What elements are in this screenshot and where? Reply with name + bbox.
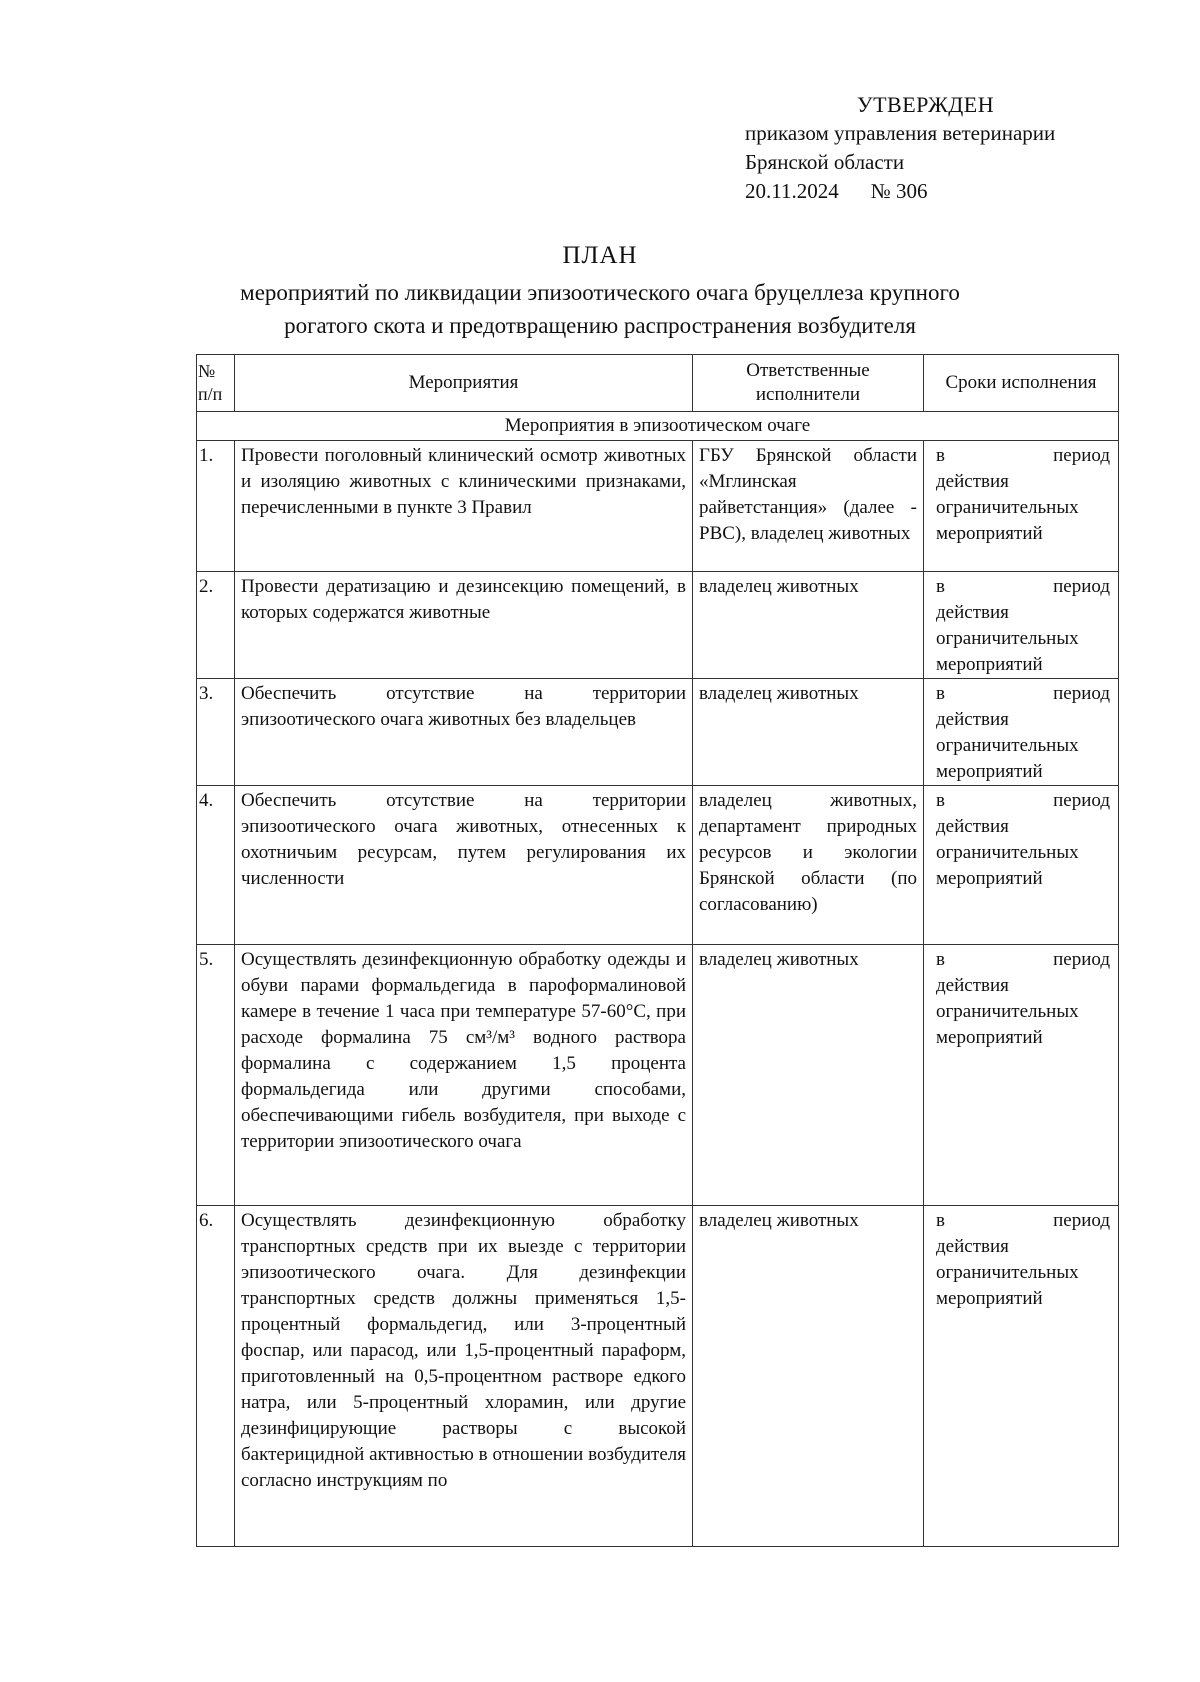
row-responsible: владелец животных	[693, 572, 924, 679]
approval-number: № 306	[870, 179, 928, 203]
term-rest: действия ограничительных мероприятий	[936, 602, 1079, 675]
term-word-in: в	[936, 790, 945, 811]
row-number: 6.	[197, 1206, 235, 1547]
row-activity: Осуществлять дезинфекционную обработку транспортных средств при их выезде с территории эпизоотического очага. Для дезинфекции транспортных средств должны применяться 1,5-процентный формальдегид, или 3-процентный фоспар, или парасод, или 1,5-процентный параформ, приготовленный на 0,5-процентном растворе едкого натра, или 5-процентный хлорамин, или другие дезинфицирующие растворы с высокой бактерицидной активностью в отношении возбудителя согласно инструкциям по	[235, 1206, 693, 1547]
row-term	[924, 945, 1119, 1206]
header-num: № п/п	[197, 355, 235, 412]
term-word-period: период	[1053, 576, 1110, 597]
row-activity: Обеспечить отсутствие на территории эпизоотического очага животных без владельцев	[235, 679, 693, 786]
table-row	[197, 572, 1119, 679]
approval-title: УТВЕРЖДЕН	[857, 92, 995, 117]
approval-stamp	[745, 90, 1055, 206]
header-terms: Сроки исполнения	[924, 355, 1119, 412]
term-word-period: период	[1053, 1210, 1110, 1231]
row-number: 5.	[197, 945, 235, 1206]
term-rest: действия ограничительных мероприятий	[936, 816, 1079, 889]
row-number: 4.	[197, 786, 235, 945]
table-row	[197, 441, 1119, 572]
term-word-period: период	[1053, 445, 1110, 466]
row-term	[924, 786, 1119, 945]
row-responsible: владелец животных	[693, 679, 924, 786]
term-word-in: в	[936, 1210, 945, 1231]
row-activity: Обеспечить отсутствие на территории эпизоотического очага животных, отнесенных к охотничьим ресурсам, путем регулирования их численности	[235, 786, 693, 945]
row-term	[924, 572, 1119, 679]
term-word-period: период	[1053, 790, 1110, 811]
approval-date: 20.11.2024	[745, 179, 839, 203]
approval-line-order: приказом управления ветеринарии	[745, 121, 1056, 145]
table-header-row	[197, 355, 1119, 412]
document-heading	[0, 240, 1200, 342]
row-term	[924, 1206, 1119, 1547]
table-row	[197, 945, 1119, 1206]
term-rest: действия ограничительных мероприятий	[936, 471, 1079, 544]
row-activity: Осуществлять дезинфекционную обработку одежды и обуви парами формальдегида в пароформалиновой камере в течение 1 часа при температуре 57-60°С, при расходе формалина 75 см³/м³ водного раствора формалина с содержанием 1,5 процента формальдегида или другими способами, обеспечивающими гибель возбудителя, при выходе с территории эпизоотического очага	[235, 945, 693, 1206]
header-responsible: Ответственные исполнители	[693, 355, 924, 412]
row-activity: Провести дератизацию и дезинсекцию помещений, в которых содержатся животные	[235, 572, 693, 679]
section-row	[197, 412, 1119, 441]
term-rest: действия ограничительных мероприятий	[936, 975, 1079, 1048]
row-number: 3.	[197, 679, 235, 786]
table-row	[197, 679, 1119, 786]
document-subtitle-line-2: рогатого скота и предотвращению распространения возбудителя	[284, 313, 916, 338]
term-word-in: в	[936, 445, 945, 466]
document-subtitle-line-1: мероприятий по ликвидации эпизоотического очага бруцеллеза крупного	[240, 280, 960, 305]
approval-line-region: Брянской области	[745, 150, 905, 174]
term-word-period: период	[1053, 683, 1110, 704]
row-responsible: владелец животных	[693, 1206, 924, 1547]
term-word-period: период	[1053, 949, 1110, 970]
table-row	[197, 786, 1119, 945]
term-rest: действия ограничительных мероприятий	[936, 709, 1079, 782]
term-word-in: в	[936, 949, 945, 970]
term-rest: действия ограничительных мероприятий	[936, 1236, 1079, 1309]
row-responsible: владелец животных, департамент природных ресурсов и экологии Брянской области (по согласованию)	[693, 786, 924, 945]
row-number: 2.	[197, 572, 235, 679]
row-responsible: владелец животных	[693, 945, 924, 1206]
section-title: Мероприятия в эпизоотическом очаге	[197, 412, 1119, 441]
table-row	[197, 1206, 1119, 1547]
header-activities: Мероприятия	[235, 355, 693, 412]
document-title: ПЛАН	[562, 242, 638, 269]
approval-date-number	[745, 177, 1055, 206]
plan-table	[196, 354, 1119, 1547]
row-term	[924, 679, 1119, 786]
term-word-in: в	[936, 576, 945, 597]
row-number: 1.	[197, 441, 235, 572]
term-word-in: в	[936, 683, 945, 704]
row-responsible: ГБУ Брянской области «Мглинская райветстанция» (далее - РВС), владелец животных	[693, 441, 924, 572]
row-term	[924, 441, 1119, 572]
row-activity: Провести поголовный клинический осмотр животных и изоляцию животных с клиническими признаками, перечисленными в пункте 3 Правил	[235, 441, 693, 572]
